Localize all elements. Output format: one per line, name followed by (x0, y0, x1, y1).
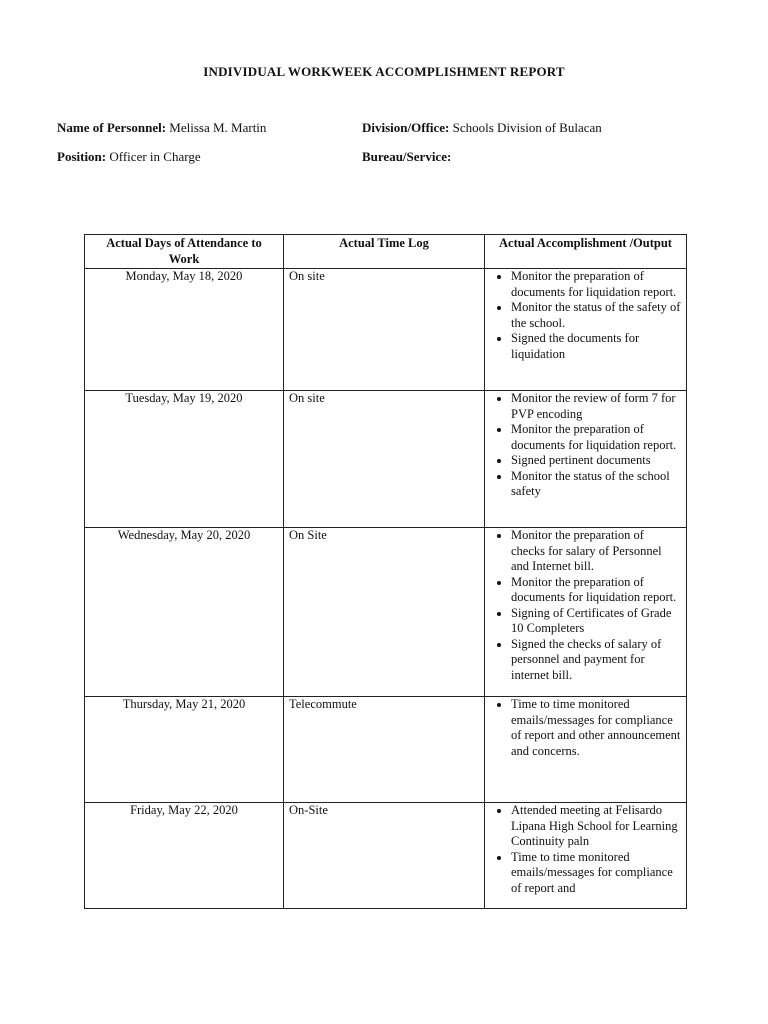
list-item: • Signed the documents for liquidation (511, 331, 681, 362)
bureau-label: Bureau/Service: (362, 149, 452, 164)
list-item: • Signing of Certificates of Grade 10 Completers (511, 606, 681, 637)
personnel-field (57, 120, 266, 136)
report-title: INDIVIDUAL WORKWEEK ACCOMPLISHMENT REPORT (203, 64, 565, 79)
list-item: • Monitor the status of the safety of the school. (511, 300, 681, 331)
list-item: • Signed pertinent documents (511, 453, 681, 469)
day-cell: Monday, May 18, 2020 (85, 269, 284, 391)
accomplishment-list (490, 391, 681, 500)
header-days: Actual Days of Attendance to Work (85, 235, 284, 269)
accomplishment-table (84, 234, 687, 909)
list-item: • Monitor the preparation of documents for liquidation report. (511, 422, 681, 453)
header-accomplishment: Actual Accomplishment /Output (485, 235, 687, 269)
table-row (85, 697, 687, 803)
table-row (85, 803, 687, 909)
personnel-value: Melissa M. Martin (169, 120, 267, 135)
division-value: Schools Division of Bulacan (452, 120, 602, 135)
bureau-field (362, 149, 451, 165)
accomplishment-cell (485, 528, 687, 697)
table-header-row (85, 235, 687, 269)
list-item: • Attended meeting at Felisardo Lipana High School for Learning Continuity paln (511, 803, 681, 850)
time-log-cell: On-Site (284, 803, 485, 909)
position-value: Officer in Charge (109, 149, 201, 164)
table-row (85, 528, 687, 697)
division-label: Division/Office: (362, 120, 450, 135)
time-log-cell: On site (284, 269, 485, 391)
list-item: • Monitor the preparation of documents for liquidation report. (511, 575, 681, 606)
accomplishment-cell (485, 803, 687, 909)
accomplishment-cell (485, 391, 687, 528)
time-log-cell: On site (284, 391, 485, 528)
list-item: • Time to time monitored emails/messages for compliance of report and (511, 850, 681, 897)
day-cell: Wednesday, May 20, 2020 (85, 528, 284, 697)
list-item: • Monitor the preparation of documents for liquidation report. (511, 269, 681, 300)
header-time-log: Actual Time Log (284, 235, 485, 269)
accomplishment-list (490, 528, 681, 683)
accomplishment-cell (485, 269, 687, 391)
position-label: Position: (57, 149, 107, 164)
list-item: • Signed the checks of salary of personnel and payment for internet bill. (511, 637, 681, 684)
list-item: • Monitor the review of form 7 for PVP encoding (511, 391, 681, 422)
list-item: • Monitor the status of the school safety (511, 469, 681, 500)
accomplishment-list (490, 803, 681, 896)
position-field (57, 149, 201, 165)
accomplishment-cell (485, 697, 687, 803)
accomplishment-list (490, 697, 681, 759)
day-cell: Tuesday, May 19, 2020 (85, 391, 284, 528)
division-field (362, 120, 602, 136)
time-log-cell: Telecommute (284, 697, 485, 803)
table-row (85, 269, 687, 391)
list-item: • Monitor the preparation of checks for salary of Personnel and Internet bill. (511, 528, 681, 575)
day-cell: Thursday, May 21, 2020 (85, 697, 284, 803)
list-item: • Time to time monitored emails/messages for compliance of report and other announcement and concerns. (511, 697, 681, 759)
time-log-cell: On Site (284, 528, 485, 697)
personnel-label: Name of Personnel: (57, 120, 167, 135)
day-cell: Friday, May 22, 2020 (85, 803, 284, 909)
table-row (85, 391, 687, 528)
accomplishment-list (490, 269, 681, 362)
